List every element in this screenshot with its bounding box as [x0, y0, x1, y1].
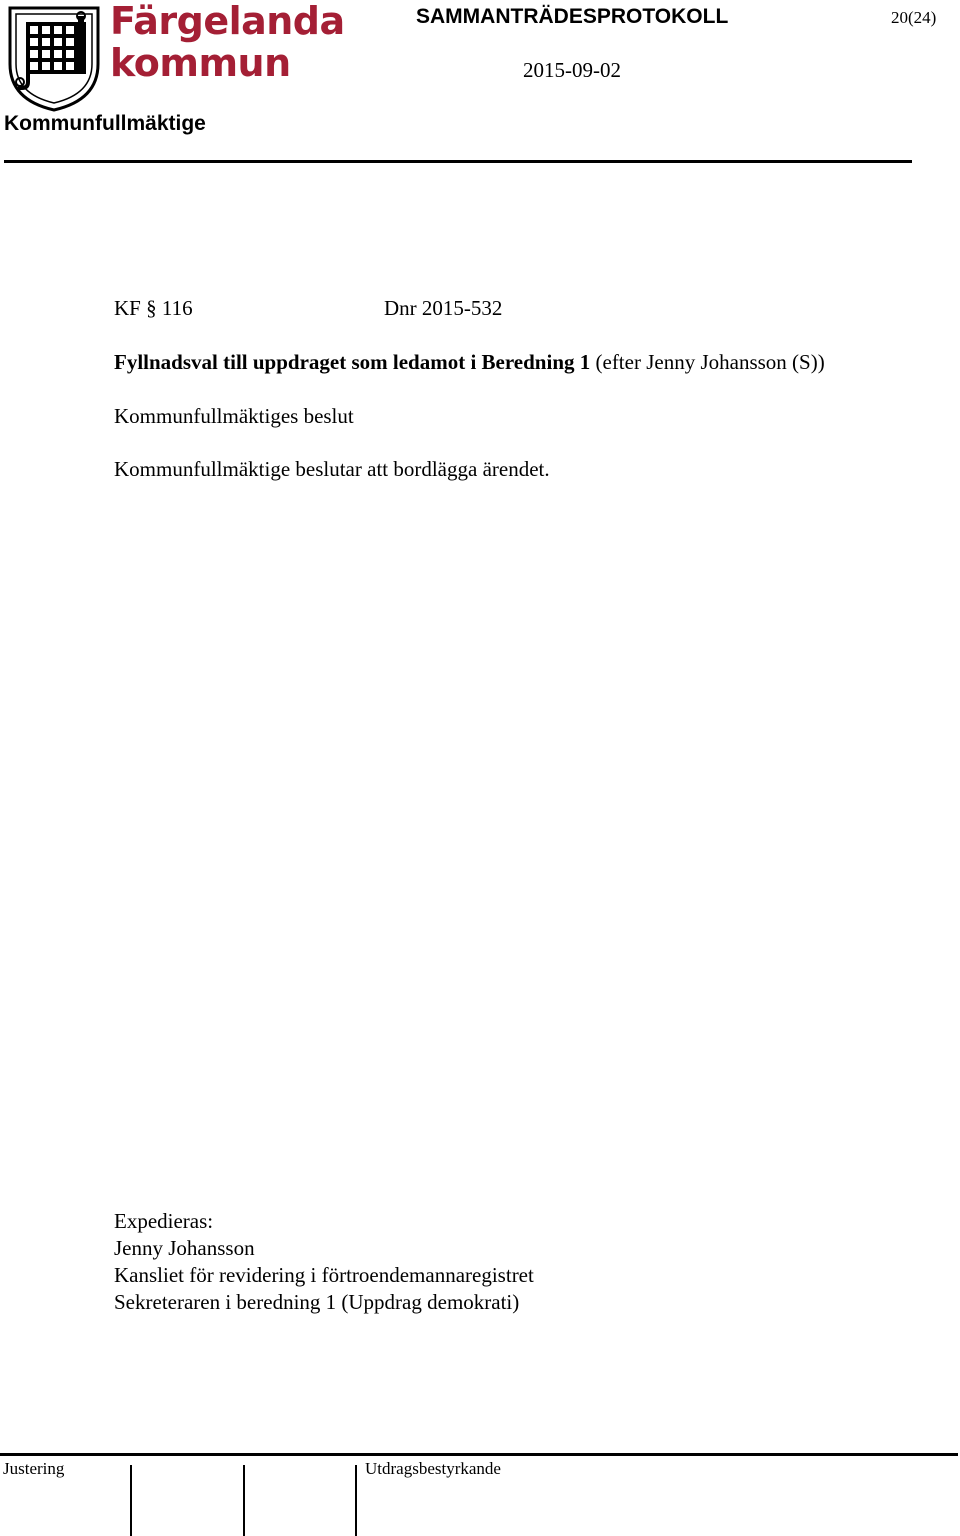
item-title-bold: Fyllnadsval till uppdraget som ledamot i Beredning 1: [114, 350, 591, 374]
footer-divider: [0, 1453, 958, 1456]
brand-name-line2: kommun: [110, 41, 291, 85]
item-title-rest: (efter Jenny Johansson (S)): [590, 350, 825, 374]
justering-label: Justering: [3, 1459, 65, 1478]
dispatch-label: Expedieras:: [114, 1209, 214, 1233]
case-number: Dnr 2015-532: [384, 296, 503, 320]
dispatch-recipient: Jenny Johansson: [114, 1236, 255, 1260]
decision-text: Kommunfullmäktige beslutar att bordlägga ärendet.: [114, 457, 550, 481]
document-type: SAMMANTRÄDESPROTOKOLL: [416, 5, 729, 28]
brand-name-line1: Färgelanda: [110, 0, 345, 43]
dispatch-list: [114, 1208, 534, 1316]
document-date: 2015-09-02: [523, 58, 621, 82]
signature-divider: [130, 1465, 132, 1536]
signature-divider: [355, 1465, 357, 1536]
dispatch-recipient: Sekreteraren i beredning 1 (Uppdrag demokrati): [114, 1290, 520, 1314]
item-title: [114, 348, 825, 376]
dispatch-recipient: Kansliet för revidering i förtroendemannaregistret: [114, 1263, 534, 1287]
department-name: Kommunfullmäktige: [4, 112, 206, 135]
municipal-coat-of-arms-icon: [6, 4, 102, 112]
paragraph-reference: KF § 116: [114, 296, 193, 320]
page-indicator: 20(24): [891, 8, 937, 27]
header-divider: [4, 160, 912, 163]
signature-divider: [243, 1465, 245, 1536]
decision-heading: Kommunfullmäktiges beslut: [114, 404, 354, 428]
utdragsbestyrkande-label: Utdragsbestyrkande: [365, 1459, 501, 1478]
